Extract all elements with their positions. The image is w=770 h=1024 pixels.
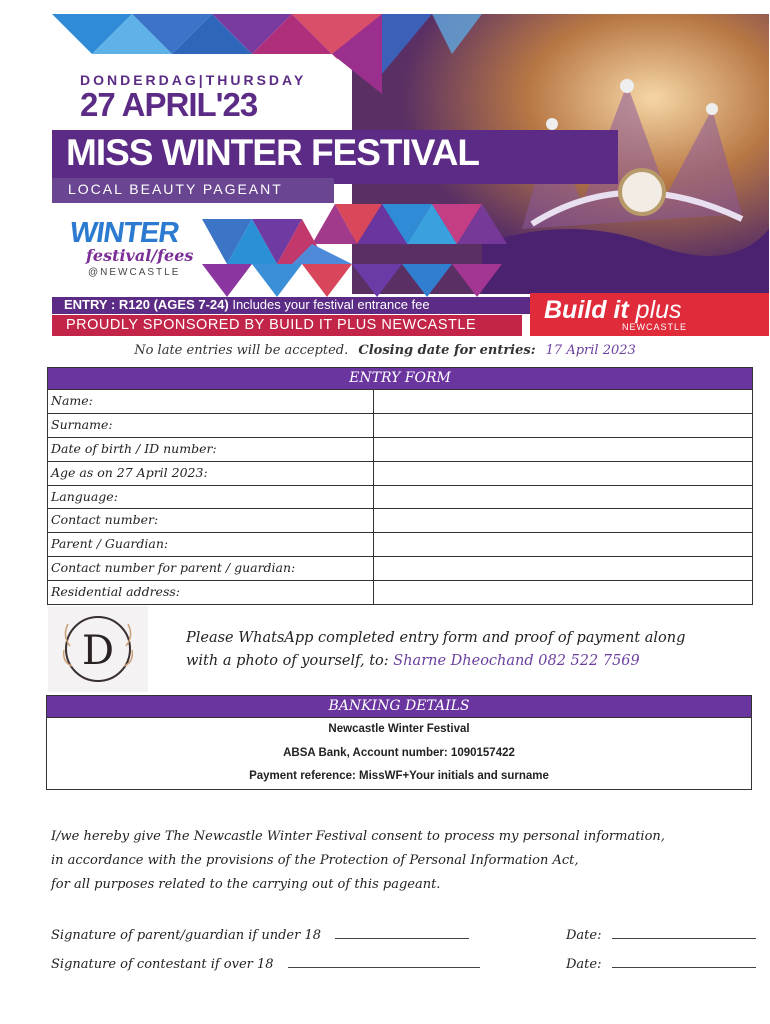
whatsapp-line-1: Please WhatsApp completed entry form and proof of payment along [186,630,686,646]
logo-winter-text: WINTER [67,217,181,249]
form-row-address [48,581,752,604]
guardian-signature-line[interactable] [335,926,469,939]
entry-fee-rest: Includes your festival entrance fee [232,297,430,312]
bank-account-name: Newcastle Winter Festival [328,723,470,735]
header-banner [52,14,769,338]
late-entry-notice [0,343,770,358]
field-label: Surname: [48,414,374,437]
guardian-field[interactable] [374,533,752,556]
form-row-contact [48,509,752,533]
dob-id-field[interactable] [374,438,752,461]
field-label: Name: [48,390,374,413]
guardian-date [566,926,756,943]
bank-account-number: ABSA Bank, Account number: 1090157422 [283,746,515,759]
form-row-language [48,486,752,510]
guardian-signature-label: Signature of parent/guardian if under 18 [51,928,322,943]
surname-field[interactable] [374,414,752,437]
entry-form-title: ENTRY FORM [48,368,752,390]
name-field[interactable] [374,390,752,413]
contestant-signature [51,955,480,972]
form-row-surname [48,414,752,438]
svg-text:D: D [81,628,115,674]
entry-fee-text [64,297,430,312]
field-label: Age as on 27 April 2023: [48,462,374,485]
contestant-signature-line[interactable] [288,955,480,968]
form-row-age [48,462,752,486]
consent-statement [51,825,751,897]
consent-line-2: in accordance with the provisions of the Protection of Personal Information Act, [51,853,579,868]
whatsapp-line-2 [186,650,746,673]
sponsor-text: PROUDLY SPONSORED BY BUILD IT PLUS NEWCASTLE [66,317,477,333]
guardian-signature [51,926,469,943]
contestant-date-label: Date: [566,957,602,972]
age-field[interactable] [374,462,752,485]
closing-date-label: Closing date for entries: [358,343,536,358]
address-field[interactable] [374,581,752,604]
field-label: Residential address: [48,581,374,604]
whatsapp-instructions [186,627,746,673]
contestant-signature-label: Signature of contestant if over 18 [51,957,274,972]
banking-title: BANKING DETAILS [47,696,751,718]
guardian-date-line[interactable] [612,926,756,939]
build-it-plus-wordmark [544,296,682,325]
field-label: Contact number: [48,509,374,532]
build-it-plus-location: NEWCASTLE [622,322,688,332]
guardian-date-label: Date: [566,928,602,943]
field-label: Contact number for parent / guardian: [48,557,374,580]
late-entry-text: No late entries will be accepted. [134,343,349,358]
contestant-date-line[interactable] [612,955,756,968]
build-it-plus-logo [530,293,769,336]
payment-reference: Payment reference: MissWF+Your initials and surname [249,770,549,782]
contact-number-field[interactable] [374,509,752,532]
entry-form [47,367,753,605]
event-day: DONDERDAG|THURSDAY [80,72,307,88]
entry-fee-bold: ENTRY : R120 (AGES 7-24) [64,297,229,312]
consent-line-1: I/we hereby give The Newcastle Winter Festival consent to process my personal information, [51,829,665,844]
event-date: 27 APRIL'23 [80,86,258,123]
form-row-dob [48,438,752,462]
field-label: Parent / Guardian: [48,533,374,556]
banking-details [46,695,752,790]
event-subtitle: LOCAL BEAUTY PAGEANT [68,181,283,197]
form-row-guardian [48,533,752,557]
closing-date: 17 April 2023 [545,343,636,358]
d-monogram-logo [48,606,148,692]
logo-festival-text: festival/fees [86,246,194,265]
language-field[interactable] [374,486,752,509]
contestant-date [566,955,756,972]
field-label: Date of birth / ID number: [48,438,374,461]
consent-line-3: for all purposes related to the carrying out of this pageant. [51,877,441,892]
field-label: Language: [48,486,374,509]
guardian-contact-field[interactable] [374,557,752,580]
build-it-text: Build it [544,296,629,324]
event-title: MISS WINTER FESTIVAL [66,132,480,173]
plus-text: plus [635,296,682,324]
whatsapp-line-2-text: with a photo of yourself, to: [186,653,389,669]
form-row-name [48,390,752,414]
whatsapp-contact[interactable]: Sharne Dheochand 082 522 7569 [393,653,640,669]
form-row-guardian-contact [48,557,752,581]
logo-location-text: @NEWCASTLE [88,267,181,278]
